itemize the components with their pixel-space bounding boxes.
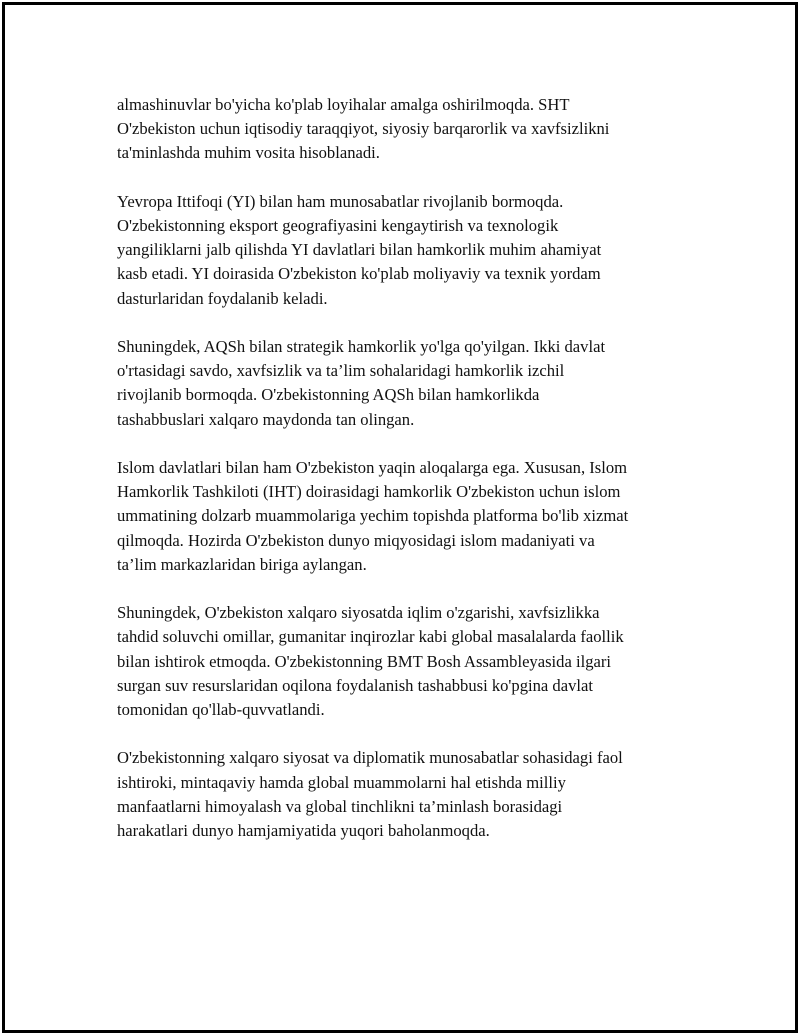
text-line: manfaatlarni himoyalash va global tinchlikni ta’minlash borasidagi <box>117 796 563 816</box>
text-line: tomonidan qo'llab-quvvatlandi. <box>117 700 325 720</box>
text-line: Hamkorlik Tashkiloti (IHT) doirasidagi hamkorlik O'zbekiston uchun islom <box>117 482 621 502</box>
text-line: tashabbuslari xalqaro maydonda tan olingan. <box>117 409 415 429</box>
text-line: Shuningdek, AQSh bilan strategik hamkorlik yo'lga qo'yilgan. Ikki davlat <box>117 337 606 356</box>
text-line: ishtiroki, mintaqaviy hamda global muammolarni hal etishda milliy <box>117 772 566 792</box>
text-line: harakatlari dunyo hamjamiyatida yuqori baholanmoqda. <box>117 821 490 841</box>
text-line: O'zbekistonning eksport geografiyasini kengaytirish va texnologik <box>117 216 559 235</box>
document-body <box>117 93 697 867</box>
text-line: o'rtasidagi savdo, xavfsizlik va ta’lim sohalaridagi hamkorlik izchil <box>117 361 565 381</box>
text-line: O'zbekiston uchun iqtisodiy taraqqiyot, siyosiy barqarorlik va xavfsizlikni <box>117 119 610 139</box>
text-line: almashinuvlar bo'yicha ko'plab loyihalar amalga oshirilmoqda. SHT <box>117 95 570 114</box>
text-line: kasb etadi. YI doirasida O'zbekiston ko'plab moliyaviy va texnik yordam <box>117 264 601 284</box>
text-line: ummatining dolzarb muammolariga yechim topishda platforma bo'lib xizmat <box>117 506 629 526</box>
text-line: ta’lim markazlaridan biriga aylangan. <box>117 554 367 574</box>
paragraph-global-issues <box>117 601 697 722</box>
text-line: ta'minlashda muhim vosita hisoblanadi. <box>117 143 380 163</box>
text-line: Islom davlatlari bilan ham O'zbekiston yaqin aloqalarga ega. Xususan, Islom <box>117 458 628 477</box>
text-line: rivojlanib bormoqda. O'zbekistonning AQSh bilan hamkorlikda <box>117 385 540 405</box>
text-line: qilmoqda. Hozirda O'zbekiston dunyo miqyosidagi islom madaniyati va <box>117 530 595 550</box>
paragraph-usa <box>117 335 697 432</box>
text-line: O'zbekistonning xalqaro siyosat va diplomatik munosabatlar sohasidagi faol <box>117 748 623 768</box>
paragraph-sht <box>117 93 697 166</box>
text-line: bilan ishtirok etmoqda. O'zbekistonning BMT Bosh Assambleyasida ilgari <box>117 651 611 671</box>
text-line: surgan suv resurslaridan oqilona foydalanish tashabbusi ko'pgina davlat <box>117 675 593 695</box>
paragraph-european-union <box>117 190 697 311</box>
text-line: tahdid soluvchi omillar, gumanitar inqirozlar kabi global masalalarda faollik <box>117 627 624 647</box>
text-line: Shuningdek, O'zbekiston xalqaro siyosatda iqlim o'zgarishi, xavfsizlikka <box>117 603 600 623</box>
text-line: yangiliklarni jalb qilishda YI davlatlari bilan hamkorlik muhim ahamiyat <box>117 240 602 260</box>
text-line: Yevropa Ittifoqi (YI) bilan ham munosabatlar rivojlanib bormoqda. <box>117 191 564 211</box>
text-line: dasturlaridan foydalanib keladi. <box>117 288 328 308</box>
paragraph-islamic-states <box>117 456 697 577</box>
paragraph-conclusion <box>117 746 697 843</box>
